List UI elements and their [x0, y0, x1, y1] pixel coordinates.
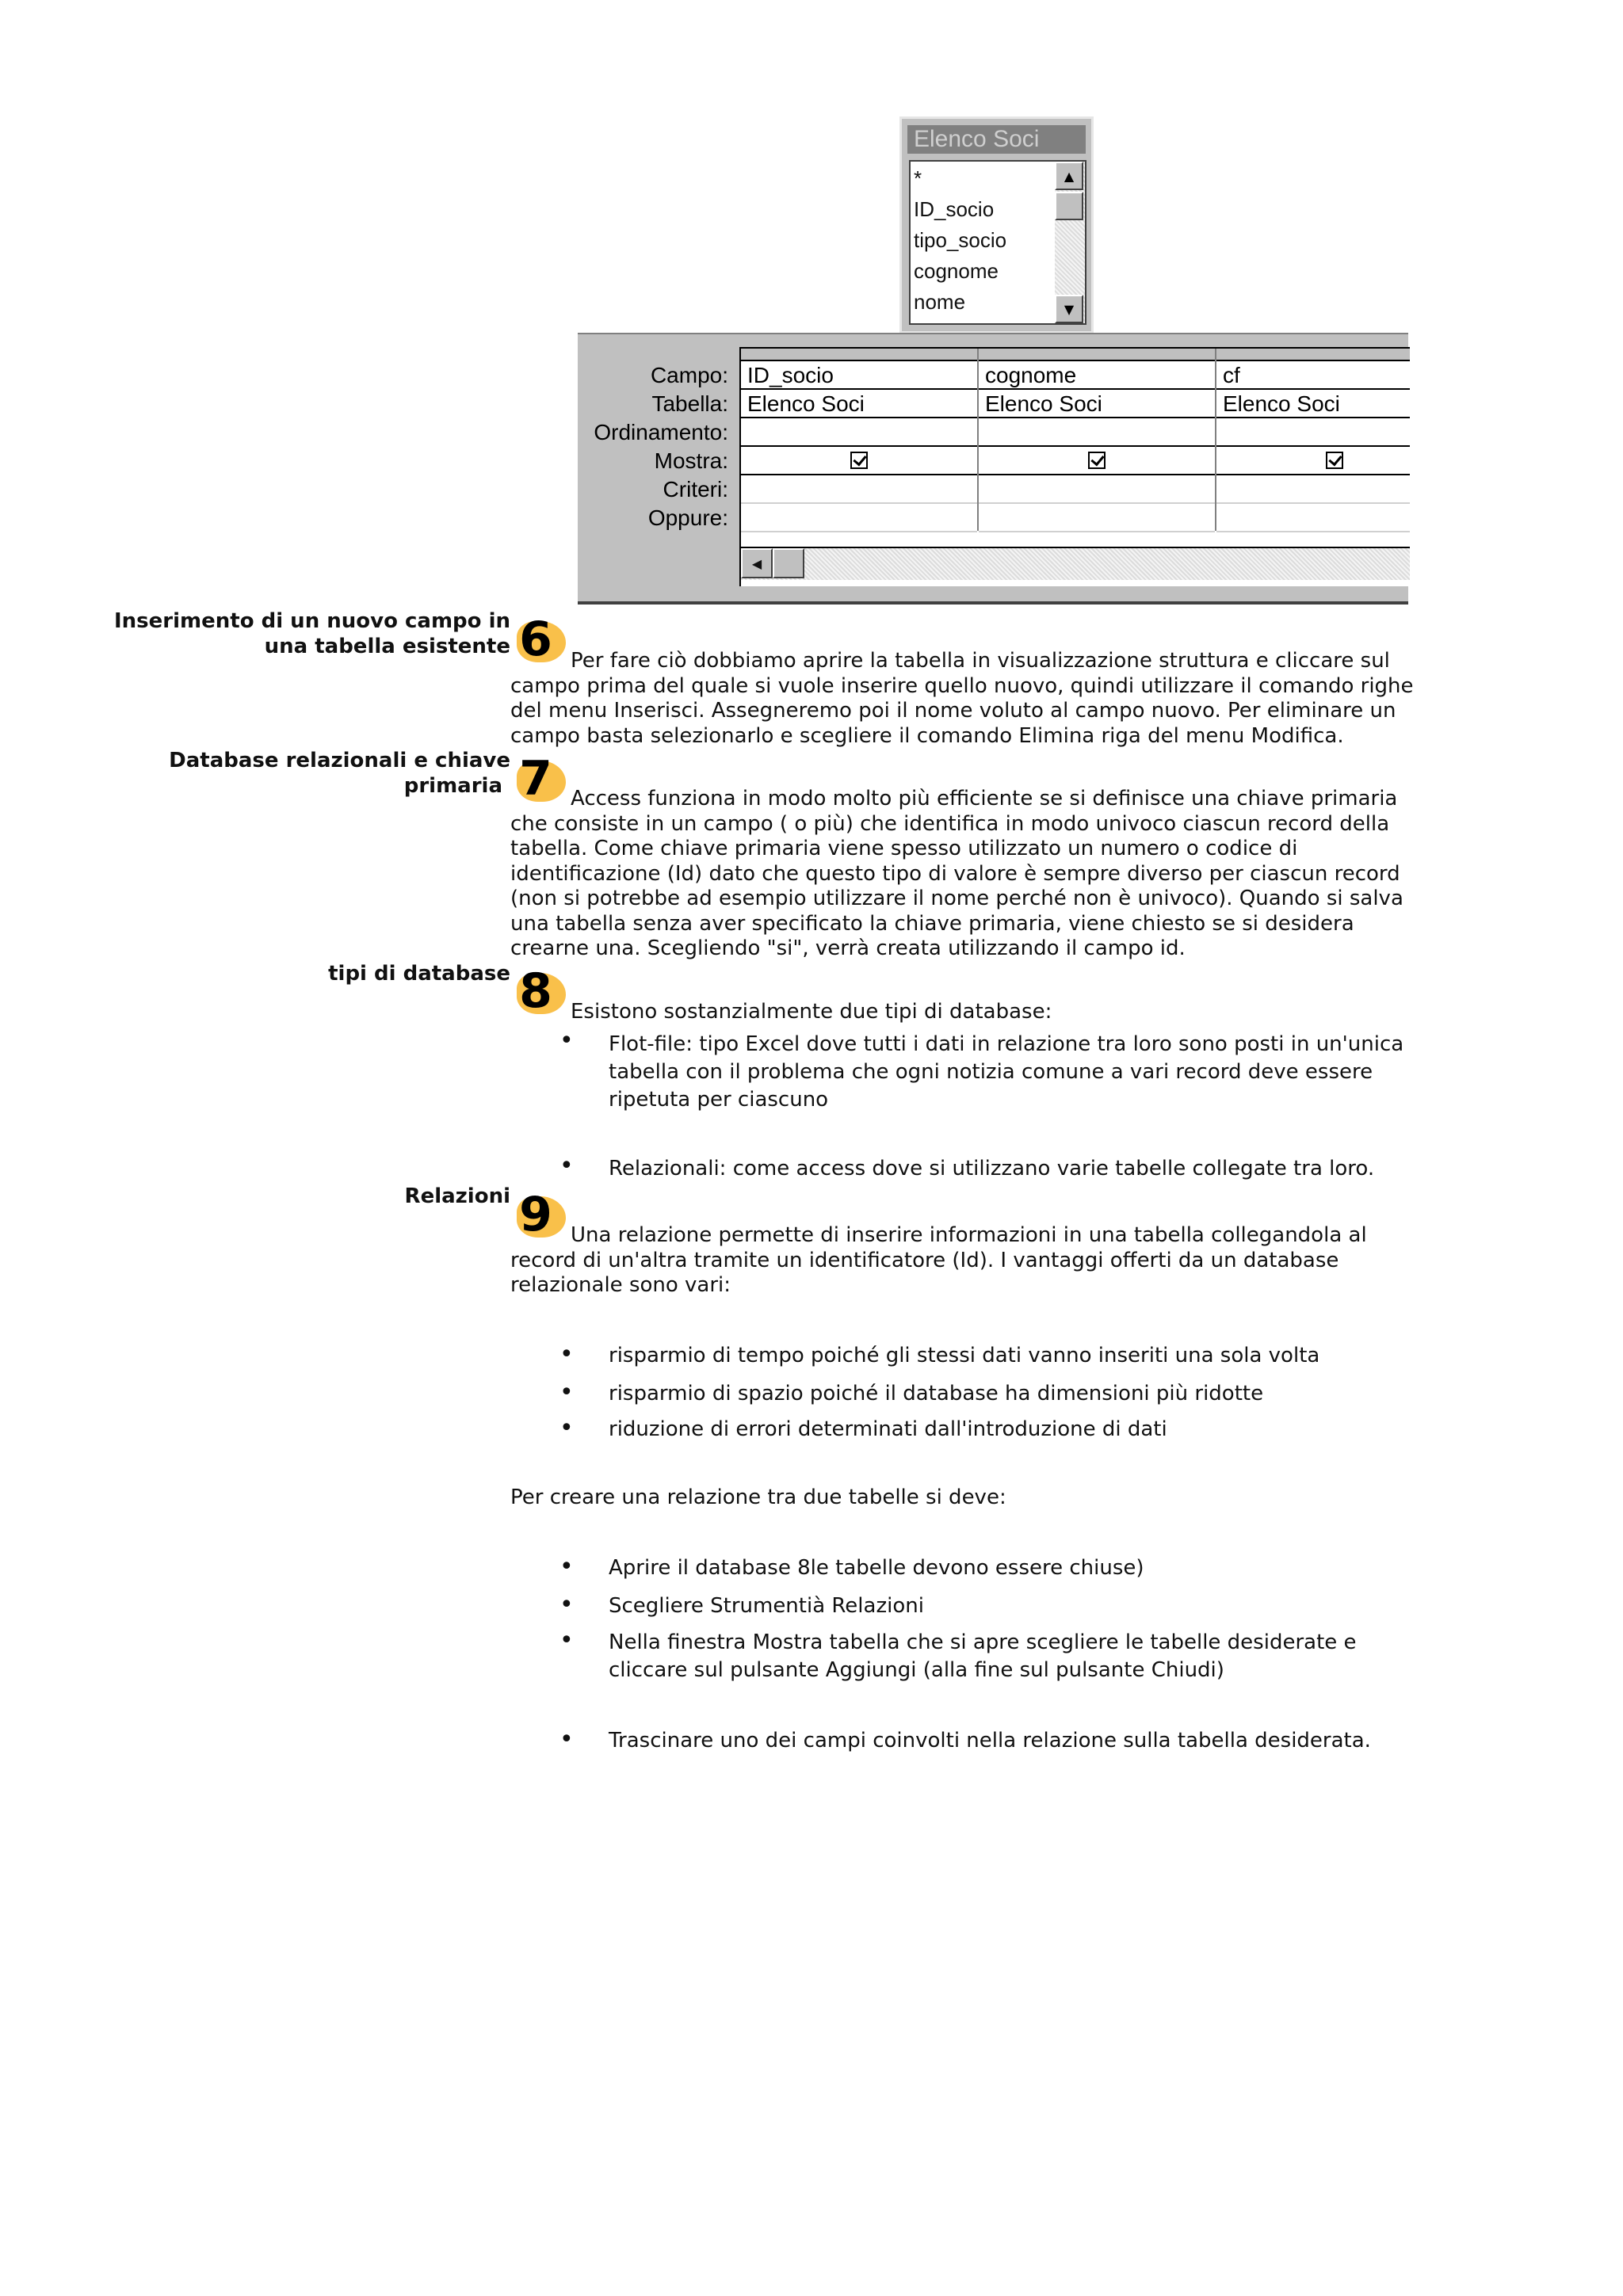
- bullet-icon: •: [559, 1379, 574, 1406]
- section-text-8: Esistono sostanzialmente due tipi di database:: [571, 1000, 1052, 1024]
- row-label-oppure: Oppure:: [647, 505, 728, 530]
- cell-campo[interactable]: ID_socio: [741, 361, 977, 390]
- bullet-icon: •: [559, 1414, 574, 1442]
- section-heading-7: Database relazionali e chiave primaria: [169, 749, 510, 798]
- bullet-icon: •: [559, 1341, 574, 1368]
- mostra-checkbox[interactable]: [1326, 452, 1343, 469]
- bullet-icon: •: [559, 1152, 574, 1180]
- field-list-item[interactable]: cognome: [914, 259, 999, 283]
- cell-ordinamento[interactable]: [979, 418, 1215, 447]
- cell-ordinamento[interactable]: [741, 418, 977, 447]
- list-item: Scegliere Strumentià Relazioni: [609, 1594, 924, 1618]
- cell-oppure[interactable]: [1216, 504, 1410, 532]
- mostra-checkbox[interactable]: [850, 452, 868, 469]
- cell-tabella[interactable]: Elenco Soci: [1216, 390, 1410, 418]
- grid-column: [979, 349, 1216, 531]
- scroll-thumb[interactable]: [773, 548, 804, 578]
- field-list-window: [899, 116, 1094, 334]
- section-text-6: Per fare ciò dobbiamo aprire la tabella in visualizzazione struttura e cliccare sul campo prima del quale si vuole inserire quello nuovo, quindi utilizzare il comando righe del menu Inserisci. Assegneremo poi il nome voluto al campo nuovo. Per eliminare un campo basta selezionarlo e scegliere il comando Elimina riga del menu Modifica.: [510, 649, 1414, 748]
- cell-criteri[interactable]: [1216, 475, 1410, 504]
- scroll-left-arrow-icon[interactable]: ◀: [741, 548, 773, 578]
- cell-criteri[interactable]: [979, 475, 1215, 504]
- cell-mostra: [741, 447, 977, 475]
- number-8-icon: 8: [514, 967, 569, 1016]
- scroll-down-arrow-icon[interactable]: ▼: [1055, 295, 1083, 323]
- row-label-mostra: Mostra:: [654, 448, 728, 473]
- bullet-icon: •: [559, 1553, 574, 1581]
- section-heading-8: tipi di database: [328, 962, 510, 986]
- cell-mostra: [1216, 447, 1410, 475]
- grid-area: [739, 347, 1410, 586]
- relation-intro-text: Per creare una relazione tra due tabelle si deve:: [510, 1486, 1006, 1509]
- field-list-scrollbar[interactable]: [1055, 162, 1085, 323]
- number-6-icon: 6: [514, 615, 569, 664]
- row-label-tabella: Tabella:: [651, 391, 728, 416]
- section-text-7: Access funziona in modo molto più efficiente se si definisce una chiave primaria che consiste in un campo ( o più) che identifica in modo univoco ciascun record della tabella. Come chiave primaria viene spesso utilizzato un numero o codice di identificazione (Id) dato che questo tipo di valore è sempre diverso per ciascun record (non si potrebbe ad esempio utilizzare il nome perché non è univoco). Quando si salva una tabella senza aver specificato la chiave primaria, viene chiesto se si desidera crearne una. Scegliendo "si", verrà creata utilizzando il campo id.: [510, 787, 1403, 960]
- grid-column: [1216, 349, 1410, 531]
- list-item: Relazionali: come access dove si utilizzano varie tabelle collegate tra loro.: [609, 1157, 1375, 1180]
- cell-criteri[interactable]: [741, 475, 977, 504]
- bullet-icon: •: [559, 1027, 574, 1055]
- query-design-grid: [578, 333, 1408, 605]
- section-heading-9: Relazioni: [404, 1184, 510, 1208]
- number-7-icon: 7: [514, 754, 569, 803]
- list-item: risparmio di tempo poiché gli stessi dati vanno inseriti una sola volta: [609, 1344, 1320, 1367]
- cell-tabella[interactable]: Elenco Soci: [741, 390, 977, 418]
- list-item: riduzione di errori determinati dall'introduzione di dati: [609, 1417, 1167, 1441]
- field-list-box[interactable]: [909, 160, 1086, 325]
- cell-campo[interactable]: cf: [1216, 361, 1410, 390]
- mostra-checkbox[interactable]: [1088, 452, 1106, 469]
- bullet-icon: •: [559, 1726, 574, 1753]
- column-selector[interactable]: [1216, 349, 1410, 361]
- row-label-criteri: Criteri:: [663, 477, 728, 502]
- scroll-thumb[interactable]: [1055, 192, 1083, 220]
- number-9-icon: 9: [514, 1190, 569, 1239]
- grid-horizontal-scrollbar[interactable]: [741, 547, 1410, 580]
- field-list-title[interactable]: Elenco Soci: [907, 125, 1086, 154]
- field-list-item[interactable]: tipo_socio: [914, 228, 1007, 252]
- list-item: risparmio di spazio poiché il database ha dimensioni più ridotte: [609, 1382, 1264, 1405]
- field-list-item[interactable]: nome: [914, 290, 966, 314]
- row-label-ordinamento: Ordinamento:: [594, 420, 728, 444]
- grid-column: [741, 349, 979, 531]
- row-label-campo: Campo:: [650, 363, 728, 387]
- column-selector[interactable]: [979, 349, 1215, 361]
- cell-tabella[interactable]: Elenco Soci: [979, 390, 1215, 418]
- list-item: Nella finestra Mostra tabella che si apre scegliere le tabelle desiderate e cliccare sul pulsante Aggiungi (alla fine sul pulsante Chiudi): [609, 1630, 1357, 1682]
- scroll-up-arrow-icon[interactable]: ▲: [1055, 162, 1083, 190]
- cell-campo[interactable]: cognome: [979, 361, 1215, 390]
- list-item: Flot-file: tipo Excel dove tutti i dati in relazione tra loro sono posti in un'unica tabella con il problema che ogni notizia comune a vari record deve essere ripetuta per ciascuno: [609, 1032, 1404, 1112]
- field-list-item[interactable]: ID_socio: [914, 197, 995, 221]
- bullet-icon: •: [559, 1627, 574, 1654]
- column-selector[interactable]: [741, 349, 977, 361]
- bullet-icon: •: [559, 1591, 574, 1619]
- cell-oppure[interactable]: [741, 504, 977, 532]
- cell-ordinamento[interactable]: [1216, 418, 1410, 447]
- section-heading-6: Inserimento di un nuovo campo in una tabella esistente: [114, 609, 510, 658]
- field-list-item[interactable]: *: [914, 166, 922, 190]
- list-item: Aprire il database 8le tabelle devono essere chiuse): [609, 1556, 1144, 1580]
- list-item: Trascinare uno dei campi coinvolti nella relazione sulla tabella desiderata.: [609, 1729, 1371, 1753]
- section-text-9: Una relazione permette di inserire informazioni in una tabella collegandola al record di un'altra tramite un identificatore (Id). I vantaggi offerti da un database relazionale sono vari:: [510, 1223, 1367, 1297]
- cell-mostra: [979, 447, 1215, 475]
- cell-oppure[interactable]: [979, 504, 1215, 532]
